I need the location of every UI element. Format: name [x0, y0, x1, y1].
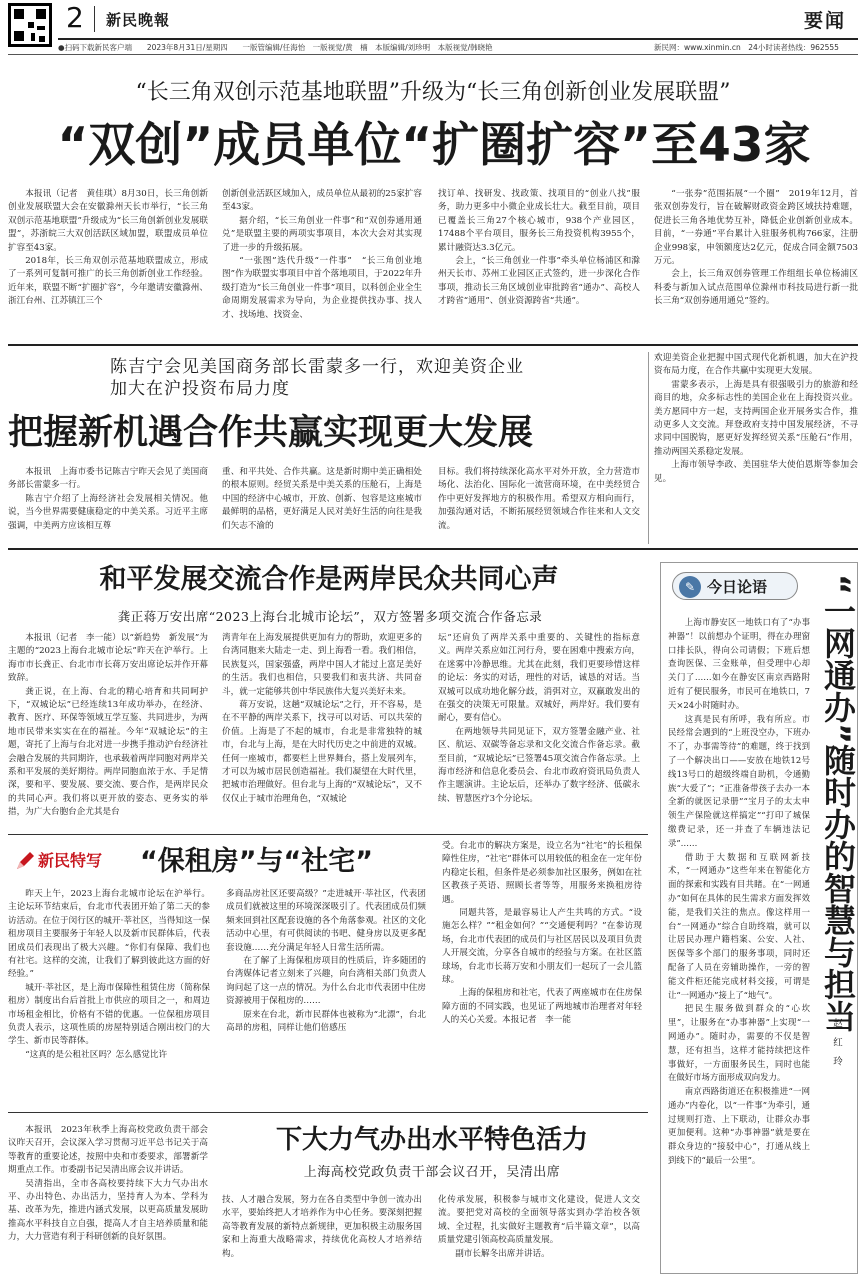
story1-headline: “双创”成员单位“扩圈扩容”至43家 — [57, 118, 811, 173]
story2-col4 — [654, 352, 858, 544]
editorial-badge — [672, 572, 798, 600]
editorial-stamp-icon: ✎ — [679, 576, 701, 598]
story1-col2-p1: 创新创业活跃区域加入，成员单位从最初的25家扩容至43家。 — [222, 189, 422, 213]
masthead-bottom-rule — [8, 54, 858, 55]
story1-col1-p1: 本报讯（记者 黄佳琪）8月30日，长三角创新创业发展联盟大会在安徽滁州天长市举行，“长三角双创示范基地联盟”升级成为“长三角创新创业发展联盟”，苏浙皖三大双创活跃区域加盟，联盟成员单位扩容至43家。 — [8, 189, 208, 253]
story4-col2 — [226, 888, 426, 1100]
story3-headline: 和平发展交流合作是两岸民众共同心声 — [99, 564, 559, 595]
qr-code[interactable] — [8, 3, 52, 47]
story5-deck: 上海高校党政负责干部会议召开，吴清出席 — [303, 1165, 561, 1180]
story4-col1-p2: 城开·莘社区，是上海市保障性租赁住房（简称保租房）制度出台后首批上市供应的项目之一，和周边市场租金相比，价格有不错的优惠。一位保租房项目负责人表示，这项性质的房屋特别适合刚出校门的大学生、新市民等群体。 — [8, 982, 210, 1047]
story2-headline: 把握新机遇合作共赢实现更大发展 — [8, 413, 534, 453]
story1-col4 — [654, 188, 858, 338]
masthead-meta-left — [58, 42, 493, 53]
story5-col1-p2: 吴清指出，全市各高校要持续下大力气办出水平、办出特色、办出活力，坚持育人为本、学科为基、改革为先，推进内涵式发展，以更高质量发展助推高水平科技自立自强，提高人才自主培养质量和能力，大力营造有利于科研创新的良好氛围。 — [8, 1178, 208, 1243]
site-and-hotline: 新民网：www.xinmin.cn 24小时读者热线：962555 — [654, 43, 839, 52]
story5-col2 — [222, 1194, 422, 1276]
story3-deck: 龚正蒋万安出席“2023上海台北城市论坛”，双方签署多项交流合作备忘录 — [117, 609, 543, 624]
story5-col3-p2: 副市长解冬出席并讲话。 — [455, 1248, 550, 1259]
story5-headline: 下大力气办出水平特色活力 — [275, 1125, 588, 1155]
story4-col1-p1: 昨天上午，2023上海台北城市论坛在沪举行。主论坛环节结束后，台北市代表团开始了第二天的参访活动。在位于闵行区的城开·莘社区，当得知这一保租房项目主要服务于年轻人以及新市民群体后，代表团成员们表现出了极大兴趣。“你们有保障、我们也有社宅。这样的交流，让我们了解到彼此这方面的好经验。” — [8, 889, 210, 980]
story1-col2-p2: 据介绍，“长三角创业一件事”和“双创券通用通兑”是联盟主要的两项实事项目，本次大会对其实现了进一步的升级拓展。 — [222, 215, 422, 253]
story2-side-divider — [648, 352, 649, 544]
editorial-author: 赵 红 玲 — [831, 1018, 842, 1066]
story2-deck-text: 陈吉宁会见美国商务部长雷蒙多一行，欢迎美资企业加大在沪投资布局力度 — [110, 357, 524, 399]
story3-col3-p2: 在两地领导共同见证下，双方签署金融产业、社区、航运、双碳等备忘录和文化交流合作备忘录。截至目前，“双城论坛”已签署45项交流合作备忘录。上海市经济和信息化委员会、台北市政府资讯局负责人作主题演讲。主论坛后，还举办了数字经济、低碳永续、智慧医疗3个分论坛。 — [438, 726, 640, 804]
editorial-p5: 南京西路街道还在积极推进“一网通办”内卷化，以“一件事”为牵引，通过规则打造、上下联动，让群众办事更加便利。这种“办事神器”就是要在群众身边的“接驳中心”，打通从线上到线下的“最后一公里”。 — [668, 1086, 810, 1166]
story4-brand-label: 新民特写 — [38, 851, 103, 870]
story1-col1-p2: 2018年，长三角双创示范基地联盟成立，形成了一系列可复制可推广的长三角创新创业工作经验。近年来，联盟不断“扩圈扩容”，今年邀请安徽滁州、浙江台州、江苏镇江三个 — [8, 256, 208, 307]
story4-col3-p3: 上海的保租房和社宅，代表了两座城市在住房保障方面的不同实践，也见证了两地城市治理者对年轻人的关心关爱。本报记者 李一能 — [442, 988, 642, 1026]
story5-col1-p1: 本报讯 2023年秋季上海高校党政负责干部会议昨天召开，会议深入学习贯彻习近平总书记关于高等教育的重要论述，按照中央和市委要求，部署新学期重点工作。市委副书记吴清出席会议并讲话。 — [8, 1125, 208, 1176]
story3-col1-p2: 龚正说，在上海、台北的精心培育和共同呵护下，“双城论坛”已经连续13年成功举办，在经济、教育、医疗、环保等领域互学互鉴、共同进步，为两地市民带来实实在在的福祉。今年“双城论坛”的主题，寄托了上海与台北对进一步携手推动沪台经济社会融合发展的共同期许，也承载着两岸同胞对两岸关系和平发展的美好期待。两岸同胞血浓于水、手足情深，要和平、要发展、要交流、要合作，是两岸民众的共同心声。我们将以更开放的姿态、更务实的举措，为广大台胞台企尤其是台 — [8, 686, 208, 818]
story2-col1-p2: 陈吉宁介绍了上海经济社会发展相关情况。他说，当今世界需要健康稳定的中美关系。习近平主席强调，中美两方应该相互尊 — [8, 493, 208, 531]
story4-col1 — [8, 888, 210, 1100]
story4-col2-p3: 原来在台北，新市民群体也被称为“北漂”，台北高昂的房租，同样让他们倍感压 — [226, 1009, 426, 1034]
editorial-column-name: 今日论语 — [707, 578, 768, 596]
story4-headline: “保租房”与“社宅” — [140, 846, 373, 877]
story1-col4-p1: “一张券”范围拓展“一个圈” 2019年12月，首张双创券发行，旨在破解财政资金跨区域扶持难题，促进长三角各地优势互补，降低企业创新创业成本。目前，“一券通”平台累计入驻服务机构766家，注册企业998家，申领额度达2亿元，促成合同金额7503万元。 — [654, 189, 858, 267]
editorial-p1: 上海市静安区一地铁口有了“办事神器”！以前想办个证明，得在办理窗口排长队，得向公司请假；下班后想查询医保、三金账单，但受理中心却关门了……如今在静安区南京西路附近有了便民服务，市民可在地铁口，7天×24小时随时办。 — [668, 617, 810, 710]
download-note: ●扫码下载新民客户端 — [58, 43, 133, 52]
story4-col2-p2: 在了解了上海保租房项目的性质后，许多随团的台湾媒体记者立刻来了兴趣，向台湾相关部门负责人询问起了这一点的情况。为什么台北市代表团中住房资源被用于保租房的…… — [226, 956, 426, 1007]
story1-col4-p2: 会上，长三角双创券管理工作组组长单位杨浦区科委与新加入试点范围单位滁州市科技局进行新一批长三角“双创券通用通兑”签约。 — [654, 269, 858, 307]
story4-bottom-rule — [8, 1112, 648, 1113]
issue-date: 2023年8月31日/星期四 — [146, 43, 228, 52]
story1-col3-p1: 找订单、找研发、找政策、找项目的“创业八找”服务，助力更多中小微企业成长壮大。截至目前，项目已覆盖长三角27个核心城市，938个产业园区，17488个平台项目，服务长三角投资机构3955个，累计融资达3.3亿元。 — [438, 189, 640, 253]
story3-col2-p2: 蒋万安说，这趟“双城论坛”之行，开不容易，是在不平静的两岸关系下，找寻可以对话、可以共荣的价值。上海是了不起的城市，台北是非常独特的城市，台北与上海，是在大时代历史之中前进的双城。任何一座城市，都要栏上世界舞台，搭上发展列车，才可以为城市居民创造福祉。我们凝望在大时代里，把城市治理做好。但台北与上海的“双城论坛”，又不仅仅止于城市治理角色，“双城论 — [222, 700, 422, 804]
editorial-title: “一网通办”随时办的智慧与担当 — [819, 574, 857, 1033]
editorial-p2: 这真是民有所呼，我有所应。市民经常会遇到的“上班没空办，下班办不了，办事需等待”的难题，终于找到了一个解决出口——安放在地铁12号线13号口的超级终端自助机，令通勤族“大爱了”；“正准备带孩子去办一本全新的就医记录册”“宝月子的太太申领生产保险就这样搞定”“打印了城保缴费记录，还一并查了车辆违法记录”…… — [668, 713, 810, 848]
story3-col2 — [222, 632, 422, 822]
story4-col2-p1: 多商品房社区还要高级？”走进城开·莘社区，代表团成员们就被这里的环境深深吸引了。代表团成员们频频来回到社区配套设施的各个角落参观。社区的文化活动中心里，有可供阅读的书吧、健身房以及更多配套设施……充分满足年轻人日常生活所需。 — [226, 889, 426, 953]
story4-brand — [14, 848, 126, 874]
story1-col3-p2: 会上，“长三角创业一件事”牵头单位杨浦区和滁州天长市、苏州工业园区正式签约，进一步深化合作事项，推动长三角区域创业审批跨省“通办”、高校人才跨省“通用”、创业资源跨省“共通”。 — [438, 256, 640, 307]
story3-col1-p1: 本报讯（记者 李一能）以“新趋势 新发展”为主题的“2023上海台北城市论坛”昨天在沪举行。上海市市长龚正、台北市市长蒋万安出席论坛并作开幕致辞。 — [8, 633, 208, 684]
story1-kicker: “长三角双创示范基地联盟”升级为“长三角创新创业发展联盟” — [135, 80, 731, 105]
story3-col3-p1: 坛”还肩负了两岸关系中重要的、关键性的指标意义。两岸关系应如江河行舟，要在困难中搜索方向，在迷雾中冷静思维。尤其在此刻，我们更要珍惜这样的论坛：务实的对话，理性的对话，诚恳的对话。当双城可以成功地化解分歧，消弭对立，双赢敢发出的在强交的决策无可限量。双城好，两岸好。我们要有耐心，要有信心。 — [438, 633, 640, 724]
story1-col2-p3: “一张图”迭代升级“一件事” “长三角创业地图”作为联盟实事项目中首个落地项目，于2022年升级打造为“长三角创业一件事”项目，以科创企业全生命周期发展需求为导向，为企业提供找办事、找人才、找场地、找资金、 — [222, 256, 422, 320]
editors-credit: 一版管编辑/任海怡 一版视觉/黄 楠 本版编辑/刘珍明 本版视觉/韩晓艳 — [242, 43, 493, 52]
story4-col3-p1: 受。台北市的解决方案是，设立名为“社宅”的长租保障性住房，“社宅”群体可以用较低的租金在一定年份内稳定长租，但条件是必须参加社区服务，例如在社区教孩子英语、照顾长者等等，用服务来换租房待遇。 — [442, 841, 642, 905]
story3-col1 — [8, 632, 208, 822]
story3-col3 — [438, 632, 640, 822]
editorial-p4: 把民生服务做到群众的“心坎里”，让服务在“办事神器”上实现“一网通办”。随时办，需要的不仅是智慧，还有担当，这样才能持续把这件事做好，一方面服务民生，同时也能在做好市场方面形成双向发力。 — [668, 1003, 810, 1083]
section-title: 要闻 — [804, 10, 847, 32]
story1-col3 — [438, 188, 640, 338]
paper-name: 新民晚報 — [106, 11, 171, 29]
brand-pen-icon — [14, 850, 36, 872]
story3-bottom-rule — [8, 834, 648, 835]
story5-col3-p1: 化传承发展，积极参与城市文化建设，促进人文交流。要把党对高校的全面领导落实到办学治校各领域、全过程，扎实做好主题教育“后半篇文章”，以高质量党建引领高校高质量发展。 — [438, 1195, 640, 1246]
story2-col2-p1: 重、和平共处、合作共赢。这是新时期中美正确相处的根本原则。经贸关系是中美关系的压舱石，上海是中国的经济中心城市，开放、创新、包容是这座城市最鲜明的品格，更好满足人民对美好生活的向往是我们矢志不渝的 — [222, 467, 422, 531]
story2-col4-p2: 雷蒙多表示，上海是具有很强吸引力的旅游和经商目的地，众多标志性的美国企业在上海投资兴业。美方愿同中方一起，支持两国企业开展务实合作，推动更多人文交流。拜登政府支持中国发展经济，不寻求同中国脱钩，愿更好发挥经贸关系“压舱石”作用，推动两国关系稳定发展。 — [654, 379, 858, 457]
story4-col3-p2: 同题共答，是最容易让人产生共鸣的方式。“设施怎么样？”“租金如何？”“交通便利吗？”在参访现场，台北市代表团的成员们与社区居民以及项目负责人开展交流，分享各自城市的经验与方案。在社区篮球场，台北市长蒋万安和小朋友们一起玩了一会儿篮球。 — [442, 908, 642, 986]
editorial-body — [668, 616, 810, 1268]
story2-col1-p1: 本报讯 上海市委书记陈吉宁昨天会见了美国商务部长雷蒙多一行。 — [8, 467, 208, 491]
story4-col1-p3: “这真的是公租社区吗？怎么感觉比许 — [25, 1049, 168, 1060]
story5-col3 — [438, 1194, 640, 1276]
story2-deck — [110, 356, 530, 400]
story2-col4-p3: 上海市领导李政、美国驻华大使伯恩斯等参加会见。 — [654, 460, 858, 484]
story1-bottom-rule — [8, 344, 858, 346]
story1-col2 — [222, 188, 422, 338]
story3-col2-p1: 湾青年在上海发展提供更加有力的帮助，欢迎更多的台湾同胞来大陆走一走、到上海看一看。我们相信，民族复兴，国家强盛，两岸中国人才能过上富足美好的生活。我们也相信，只要我们和衷共济、共同奋斗，就一定能够共创中华民族伟大复兴美好未来。 — [222, 633, 422, 697]
story2-col3 — [438, 466, 640, 540]
editorial-p3: 借助于大数据和互联网新技术，“一网通办”这些年来在智能化方面的探索和实践有目共睹。在“一网通办”如何在具体的民生需求方面发挥效能，是我们关注的焦点。像这样用一台“一网通办”综合自助终端，就可以让居民办理户籍档案、公安、人社、医保等多个部门的服务事项，同时还配备了人员在旁辅助操作，一旁的智能文件柜还能完成材料交接，可谓是让“一网通办”接上了“地气”。 — [668, 851, 810, 1000]
story2-col4-p1: 欢迎美资企业把握中国式现代化新机遇，加大在沪投资布局力度，在合作共赢中实现更大发展。 — [654, 353, 858, 377]
story1-col1 — [8, 188, 208, 338]
page-number: 2 — [66, 1, 84, 34]
story5-col1 — [8, 1124, 208, 1276]
story2-col3-p1: 目标。我们将持续深化高水平对外开放，全力营造市场化、法治化、国际化一流营商环境，在中美经贸合作中更好发挥地方的积极作用。希望双方相向而行，加强沟通对话，不断拓展经贸领域合作往来和人文交流。 — [438, 467, 640, 531]
masthead-rule — [58, 38, 858, 40]
masthead-divider — [94, 6, 95, 32]
story2-bottom-rule — [8, 548, 858, 550]
story2-col1 — [8, 466, 208, 540]
story4-col3 — [442, 840, 642, 1100]
story2-col2 — [222, 466, 422, 540]
story5-col2-p1: 技、人才融合发展，努力在各自类型中争创一流办出水平，要始终把人才培养作为中心任务。要深刻把握高等教育发展的新特点新规律，更加积极主动服务国家和上海重大战略需求，持续优化高校人才培养结构。 — [222, 1195, 422, 1259]
